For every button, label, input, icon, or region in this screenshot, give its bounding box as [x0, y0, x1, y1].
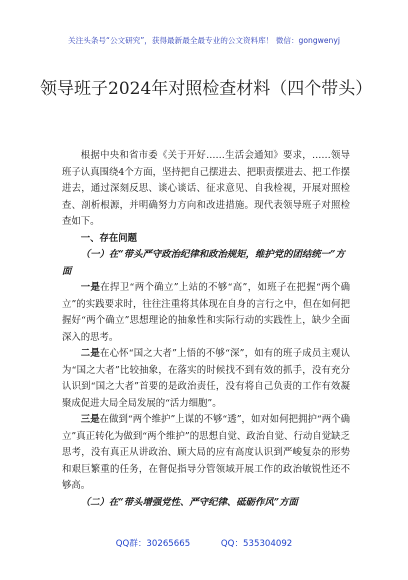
paragraph-3-text: 在做到“两个维护”上谋的不够“透”，如对如何把拥护“两个确立”真正转化为做到“两个维护”的思想自觉、政治自觉、行动自觉缺乏思考，没有真正从讲政治、顾大局的应有高度认识到严峻复杂的形势和艰巨繁重的任务，在督促指导分管领域开展工作的政治敏锐性还不够高。: [62, 414, 350, 491]
paragraph-3-lead: 三是: [80, 414, 100, 425]
paragraph-3: [62, 412, 350, 495]
footer-qq-group: QQ群：30265665: [115, 539, 191, 549]
paragraph-1-text: 在捍卫“两个确立”上站的不够“高”，如班子在把握“两个确立”的实践要求时，往往注重将其体现在自身的言行之中，但在如何把握好“两个确立”思想理论的抽象性和实际行动的实践性上，缺少全面深入的思考。: [62, 282, 350, 343]
paragraph-1: [62, 280, 350, 346]
intro-paragraph: 根据中央和省市委《关于开好……生活会通知》要求，……领导班子认真围绕4个方面，坚持把自己摆进去、把职责摆进去、把工作摆进去，通过深刻反思、谈心谈话、征求意见、自我检视，开展对照检查、剖析根源，并明确努力方向和改进措施。现代表领导班子对照检查如下。: [62, 150, 350, 227]
paragraph-1-lead: 一是: [80, 282, 101, 293]
subsection-heading-1: （一）在“带头严守政治纪律和政治规矩，维护党的团结统一”方面: [62, 249, 345, 277]
footer-contact: [0, 537, 408, 549]
footer-qq: QQ：535304092: [220, 539, 293, 549]
paragraph-2-text: 在心怀“国之大者”上悟的不够“深”，如有的班子成员主观认为“国之大者”比较抽象，在落实的时候找不到有效的抓手，没有充分认识到“国之大者”首要的是政治责任，没有将自己负责的工作有效凝聚成促进大局全局发展的“活力细胞”。: [62, 348, 350, 409]
document-title: 领导班子2024年对照检查材料（四个带头）: [40, 79, 373, 99]
subsection-heading-2: （二）在“带头增强党性、严守纪律、砥砺作风”方面: [80, 496, 298, 508]
section-heading: 一、存在问题: [80, 232, 138, 244]
document-body: [62, 148, 350, 511]
header-banner: 关注头条号“公文研究”，获得最新最全最专业的公文资料库！ 微信：gongwenyj: [68, 36, 340, 45]
paragraph-2-lead: 二是: [80, 348, 100, 359]
paragraph-2: [62, 346, 350, 412]
